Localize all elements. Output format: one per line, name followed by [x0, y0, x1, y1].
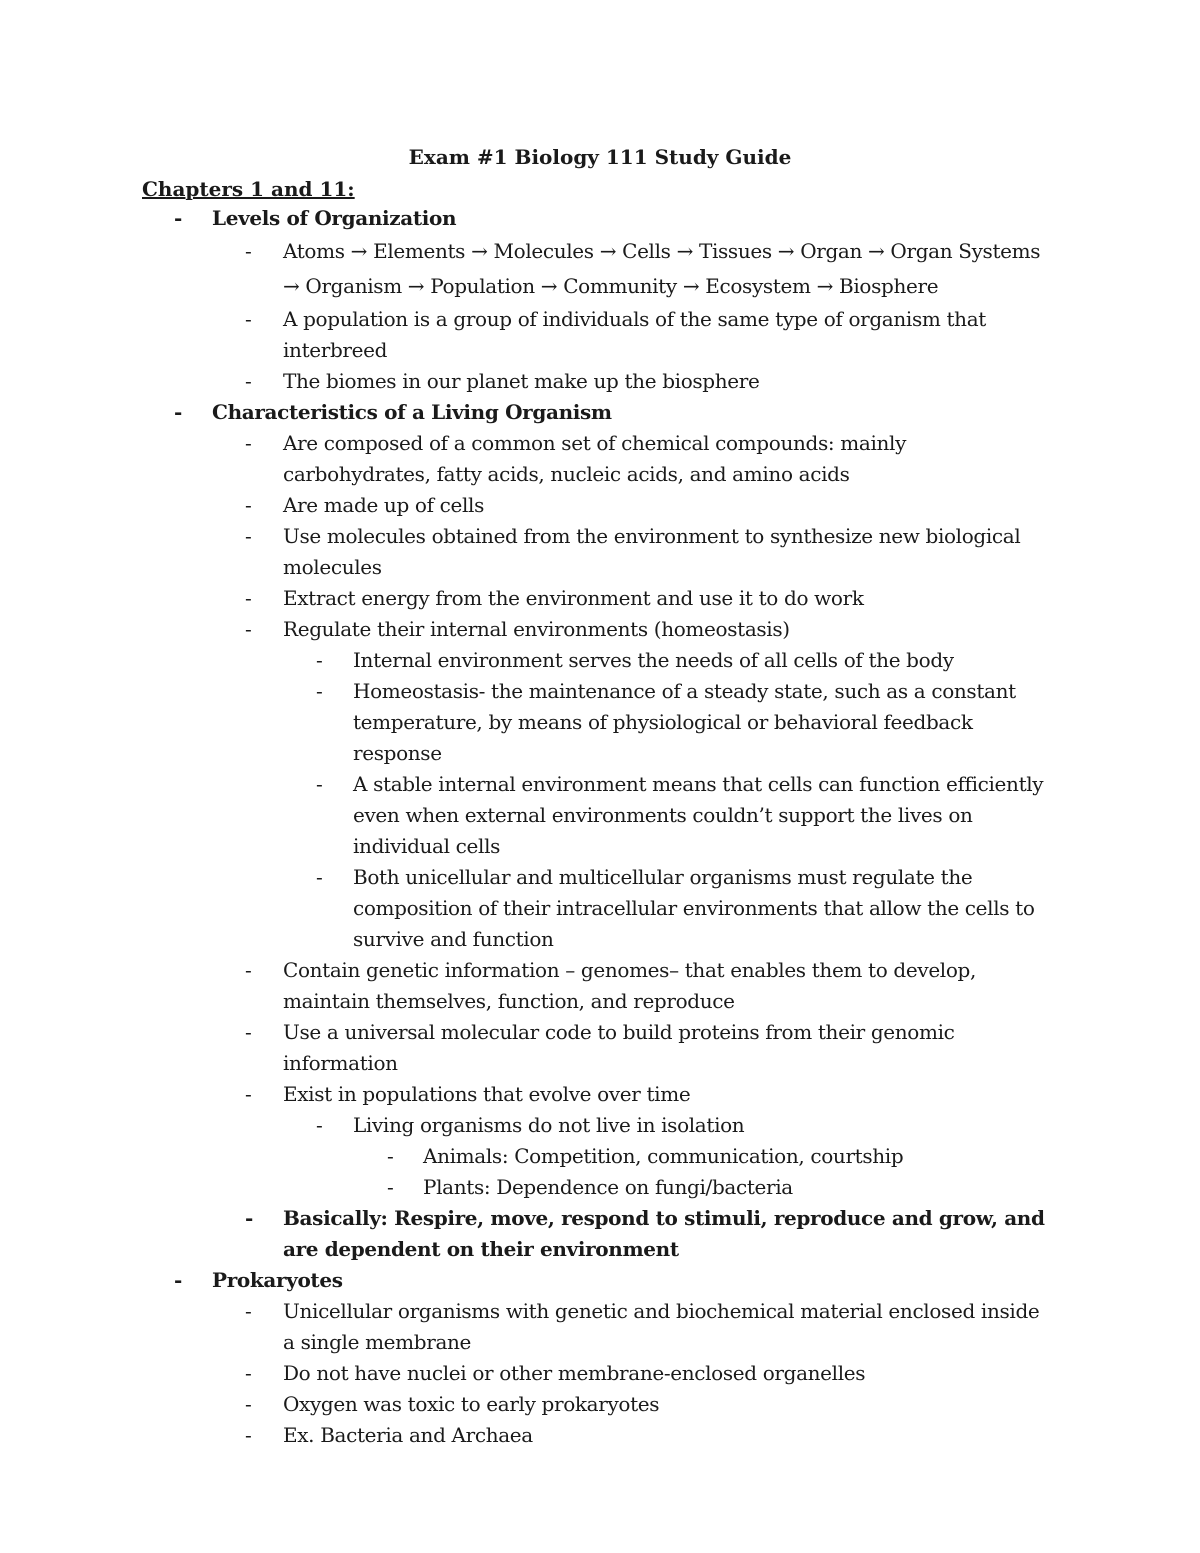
- list-item: [0, 614, 1053, 645]
- bullet-dash: -: [245, 239, 252, 263]
- list-item: [0, 1296, 1053, 1358]
- bullet-dash: -: [316, 648, 323, 672]
- bullet-dash: -: [316, 865, 323, 889]
- list-item-text: Do not have nuclei or other membrane-enclosed organelles: [283, 1361, 866, 1385]
- list-item-text: Use a universal molecular code to build proteins from their genomic information: [283, 1020, 955, 1075]
- sub-sub-list-item: [0, 1141, 1053, 1172]
- section-heading-text: Prokaryotes: [212, 1268, 343, 1292]
- bullet-dash: -: [245, 493, 252, 517]
- summary-item-text: Basically: Respire, move, respond to stimuli, reproduce and grow, and are dependent on their environment: [283, 1206, 1045, 1261]
- list-item: [0, 583, 1053, 614]
- list-item: [0, 1358, 1053, 1389]
- list-item-text: Contain genetic information – genomes– that enables them to develop, maintain themselves, function, and reproduce: [283, 958, 977, 1013]
- bullet-dash: -: [245, 369, 252, 393]
- bullet-dash: -: [174, 206, 182, 230]
- sub-list-item: [0, 769, 1053, 862]
- bullet-dash: -: [245, 1423, 252, 1447]
- bullet-dash: -: [245, 1020, 252, 1044]
- bullet-dash: -: [245, 1206, 253, 1230]
- bullet-dash: -: [245, 958, 252, 982]
- sub-list-item-text: Both unicellular and multicellular organisms must regulate the composition of their intracellular environments that allow the cells to survive and function: [353, 865, 1035, 951]
- bullet-dash: -: [245, 431, 252, 455]
- bullet-dash: -: [316, 772, 323, 796]
- list-item-text: Are made up of cells: [283, 493, 485, 517]
- list-item: [0, 521, 1053, 583]
- bullet-dash: -: [316, 1113, 323, 1137]
- list-item-text: Are composed of a common set of chemical compounds: mainly carbohydrates, fatty acids, nucleic acids, and amino acids: [283, 431, 907, 486]
- bullet-dash: -: [174, 400, 182, 424]
- list-item-text: Atoms → Elements → Molecules → Cells → Tissues → Organ → Organ Systems → Organism → Population → Community → Ecosystem → Biosphere: [283, 239, 1041, 298]
- list-item: [0, 428, 1053, 490]
- sub-list-item-text: Internal environment serves the needs of all cells of the body: [353, 648, 954, 672]
- sub-list-item-text: A stable internal environment means that cells can function efficiently even when external environments couldn’t support the lives on individual cells: [353, 772, 1044, 858]
- chapter-heading: Chapters 1 and 11:: [142, 177, 355, 201]
- list-item-text: The biomes in our planet make up the biosphere: [283, 369, 760, 393]
- list-item: [0, 1420, 1053, 1451]
- bullet-dash: -: [245, 586, 252, 610]
- sub-sub-list-item-text: Plants: Dependence on fungi/bacteria: [423, 1175, 793, 1199]
- list-item: [0, 955, 1053, 1017]
- bullet-dash: -: [245, 1299, 252, 1323]
- list-item: [0, 1079, 1053, 1110]
- list-item-text: Exist in populations that evolve over time: [283, 1082, 691, 1106]
- bullet-dash: -: [245, 524, 252, 548]
- bullet-dash: -: [387, 1144, 394, 1168]
- list-item: [0, 304, 1053, 366]
- list-item: [0, 234, 1053, 304]
- bullet-dash: -: [316, 679, 323, 703]
- list-item-text: Ex. Bacteria and Archaea: [283, 1423, 533, 1447]
- list-item-text: A population is a group of individuals of the same type of organism that interbreed: [283, 307, 986, 362]
- section-heading-prokaryotes: [0, 1265, 1052, 1296]
- bullet-dash: -: [174, 1268, 182, 1292]
- sub-list-item-text: Homeostasis- the maintenance of a steady state, such as a constant temperature, by means of physiological or behavioral feedback response: [353, 679, 1016, 765]
- list-item: [0, 490, 1053, 521]
- document-title: Exam #1 Biology 111 Study Guide: [408, 145, 792, 169]
- section-heading-characteristics: [0, 397, 1052, 428]
- bullet-dash: -: [245, 1392, 252, 1416]
- list-item: [0, 366, 1053, 397]
- section-heading-text: Characteristics of a Living Organism: [212, 400, 612, 424]
- sub-sub-list-item: [0, 1172, 1053, 1203]
- list-item: [0, 1389, 1053, 1420]
- sub-list-item: [0, 862, 1053, 955]
- sub-list-item: [0, 676, 1053, 769]
- list-item-text: Extract energy from the environment and use it to do work: [283, 586, 864, 610]
- sub-list-item: [0, 645, 1053, 676]
- outline: [0, 203, 1200, 1451]
- section-heading-levels-of-organization: [0, 203, 1052, 234]
- sub-sub-list-item-text: Animals: Competition, communication, courtship: [423, 1144, 904, 1168]
- sub-list-item: [0, 1110, 1053, 1141]
- list-item: [0, 1017, 1053, 1079]
- bullet-dash: -: [245, 1361, 252, 1385]
- list-item-text: Regulate their internal environments (homeostasis): [283, 617, 790, 641]
- list-item-text: Unicellular organisms with genetic and biochemical material enclosed inside a single membrane: [283, 1299, 1040, 1354]
- section-heading-text: Levels of Organization: [212, 206, 457, 230]
- summary-item: [0, 1203, 1053, 1265]
- bullet-dash: -: [245, 1082, 252, 1106]
- list-item-text: Use molecules obtained from the environment to synthesize new biological molecules: [283, 524, 1021, 579]
- bullet-dash: -: [387, 1175, 394, 1199]
- list-item-text: Oxygen was toxic to early prokaryotes: [283, 1392, 660, 1416]
- sub-list-item-text: Living organisms do not live in isolation: [353, 1113, 745, 1137]
- bullet-dash: -: [245, 617, 252, 641]
- bullet-dash: -: [245, 307, 252, 331]
